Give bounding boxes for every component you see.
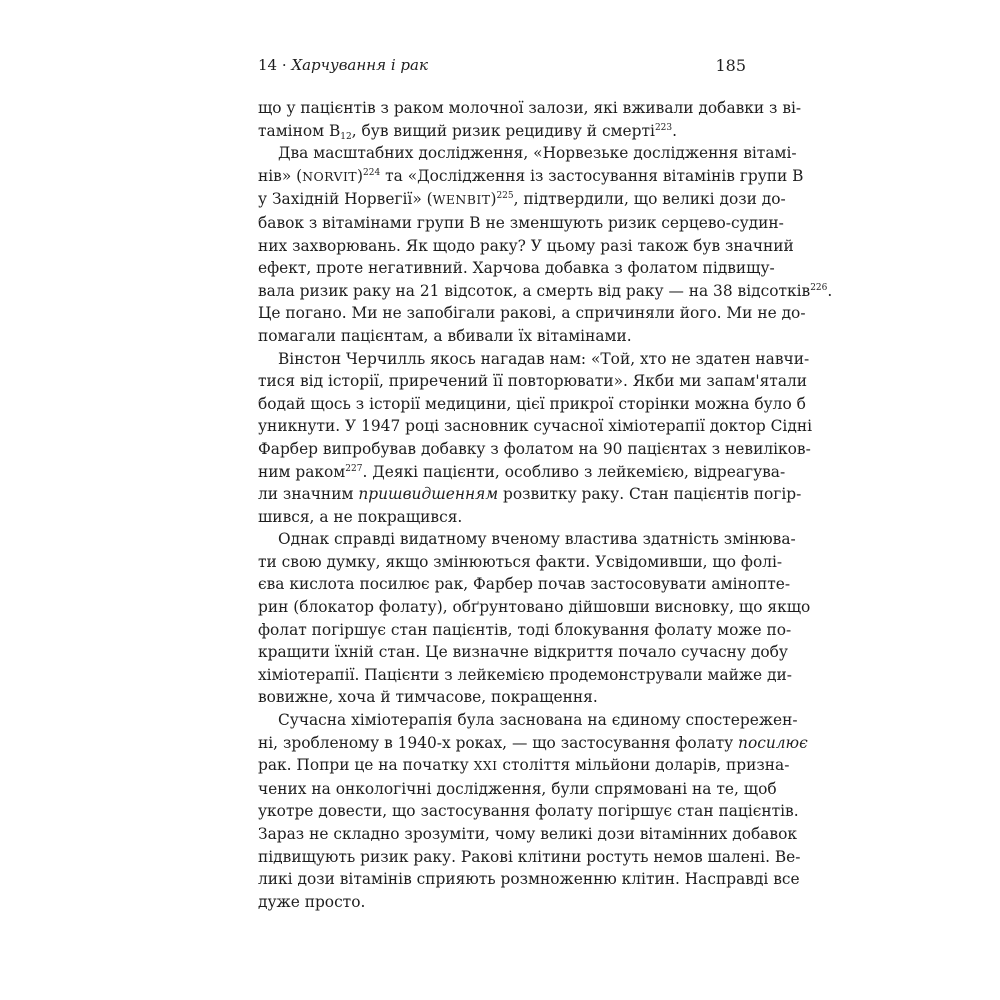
- text-line: Два масштабних дослідження, «Норвезьке дослідження вітамі-: [278, 144, 797, 163]
- text-line: бавок з вітамінами групи B не зменшують ризик серцево-судин-: [258, 213, 784, 232]
- page-header: [258, 56, 746, 80]
- text-line: що у пацієнтів з раком молочної залози, які вживали добавки з ві-: [258, 99, 802, 117]
- footnote-ref-225: 225: [496, 191, 514, 202]
- body-text: [258, 97, 833, 913]
- text-line: уникнути. У 1947 році засновник сучасної хіміотерапії доктор Сідні: [258, 417, 813, 436]
- chapter-number: 14: [258, 56, 278, 74]
- text-line: Однак справді видатному вченому властива здатність змінюва-: [278, 530, 796, 549]
- text-line: хіміотерапії. Пацієнти з лейкемією продемонстрували майже ди-: [258, 665, 792, 684]
- emphasis: пришвидшенням: [358, 485, 499, 504]
- text-line: бодай щось з історії медицини, цієї прикрої сторінки можна було б: [258, 394, 806, 413]
- small-caps-acronym: NORVIT: [302, 168, 358, 184]
- text-line: укотре довести, що застосування фолату погіршує стан пацієнтів.: [258, 802, 799, 821]
- text-line: ликі дози вітамінів сприяють розмноженню клітин. Насправді все: [258, 870, 800, 889]
- text-line: підвищують ризик раку. Ракові клітини ростуть немов шалені. Ве-: [258, 847, 801, 866]
- text-line: таміном $B_{12}$, був вищий ризик рецидиву й смерті$^{223}$.: [258, 121, 678, 142]
- emphasis: посилює: [738, 733, 808, 752]
- text-line: рин (блокатор фолату), обґрунтовано дійшовши висновку, що якщо: [258, 598, 811, 617]
- text-line: ли значним пришвидшенням розвитку раку. Стан пацієнтів погір-: [258, 485, 802, 504]
- running-head: [258, 56, 428, 74]
- text-line: у Західній Норвегії» (WENBIT)$^{225}$, підтвердили, що великі дози до-: [258, 190, 786, 209]
- subscript: 12: [340, 131, 352, 142]
- text-line: ним раком$^{227}$. Деякі пацієнти, особливо з лейкемією, відреагува-: [258, 462, 786, 481]
- text-line: вовижне, хоча й тимчасове, покращення.: [258, 688, 598, 707]
- text-line: Сучасна хіміотерапія була заснована на єдиному спостережен-: [278, 711, 798, 730]
- text-line: них захворювань. Як щодо раку? У цьому разі також був значний: [258, 236, 794, 255]
- text-line: помагали пацієнтам, а вбивали їх вітамінами.: [258, 326, 632, 345]
- text-line: Це погано. Ми не запобігали ракові, а спричиняли його. Ми не до-: [258, 304, 806, 323]
- footnote-ref-227: 227: [345, 463, 363, 474]
- footnote-ref-226: 226: [810, 282, 828, 293]
- text-line: фолат погіршує стан пацієнтів, тоді блокування фолату може по-: [258, 620, 792, 639]
- text-line: нів» (NORVIT)$^{224}$ та «Дослідження із застосування вітамінів групи B: [258, 166, 804, 185]
- text-line: кращити їхній стан. Це визначне відкриття почало сучасну добу: [258, 643, 788, 662]
- text-line: Зараз не складно зрозуміти, чому великі дози вітамінних добавок: [258, 825, 797, 843]
- text-line: чених на онкологічні дослідження, були спрямовані на те, щоб: [258, 779, 777, 798]
- text-line: ефект, проте негативний. Харчова добавка з фолатом підвищу-: [258, 259, 775, 278]
- text-line: єва кислота посилює рак, Фарбер почав застосовувати аміноптe-: [258, 575, 791, 594]
- chapter-title: Харчування і рак: [291, 56, 428, 74]
- small-caps-acronym: WENBIT: [432, 192, 491, 208]
- footnote-ref-224: 224: [363, 167, 381, 178]
- small-caps-numeral: XXI: [473, 758, 498, 774]
- text-line: ти свою думку, якщо змінюються факти. Усвідомивши, що фолі-: [258, 552, 783, 571]
- footnote-ref-223: 223: [654, 122, 673, 133]
- text-line: шився, а не покращився.: [258, 507, 463, 526]
- page-number: 185: [715, 56, 746, 75]
- text-line: Вінстон Черчилль якось нагадав нам: «Той, хто не здатен навчи-: [278, 349, 810, 368]
- text-line: ні, зробленому в 1940-х роках, — що застосування фолату посилює: [258, 733, 808, 752]
- text-line: дуже просто.: [258, 892, 366, 911]
- header-separator: ·: [281, 56, 287, 74]
- text-line: вала ризик раку на 21 відсоток, а смерть від раку — на 38 відсотків$^{226}$.: [258, 281, 833, 300]
- text-line: рак. Попри це на початку XXI століття мільйони доларів, призна-: [258, 756, 790, 775]
- text-line: тися від історії, приречений її повторювати». Якби ми запам'ятали: [258, 372, 808, 391]
- text-line: Фарбер випробував добавку з фолатом на 90 пацієнтах з невиліков-: [258, 439, 811, 458]
